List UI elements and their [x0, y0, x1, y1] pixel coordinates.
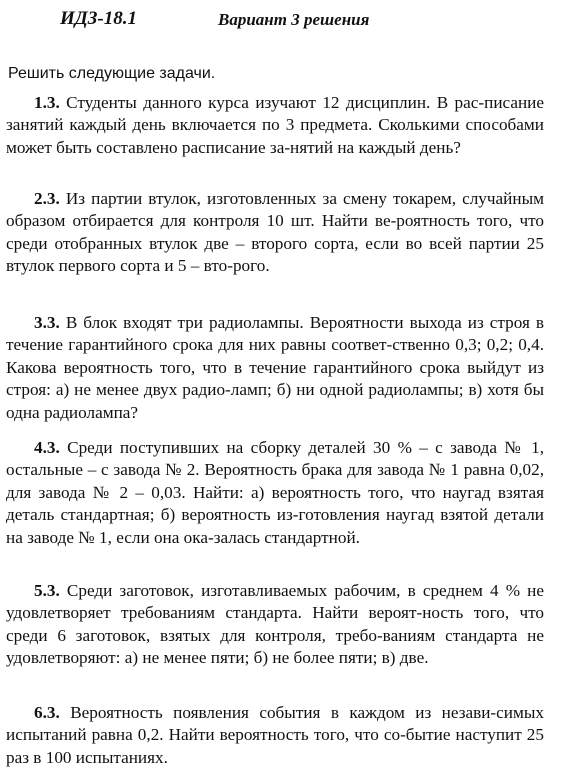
task-number: 5.3. [34, 581, 60, 600]
task-text: Среди заготовок, изготавливаемых рабочим, в среднем 4 % не удовлетворяет требованиям стандарта. Найти вероят-ность того, что среди 6 заготовок, взятых для контроля, требо-ваниям стандарта не удовлетворяют: а) не менее пяти; б) не более пяти; в) две. [6, 581, 544, 668]
task-text: Студенты данного курса изучают 12 дисциплин. В рас-писание занятий каждый день включается по 3 предмета. Сколькими способами может быть составлено расписание за-нятий на каждый день? [6, 93, 545, 157]
task-4 [6, 437, 544, 549]
task-1 [6, 92, 544, 159]
variant-title: Вариант 3 решения [218, 10, 370, 29]
task-6 [6, 702, 544, 769]
instructions: Решить следующие задачи. [8, 65, 216, 82]
task-number: 3.3. [34, 313, 60, 332]
task-text: Из партии втулок, изготовленных за смену токарем, случайным образом отбирается для контроля 10 шт. Найти ве-роятность того, что среди отобранных втулок две – второго сорта, если во всей партии 25 втулок первого сорта и 5 – вто-рого. [6, 189, 544, 276]
task-5 [6, 580, 544, 670]
task-2 [6, 188, 544, 278]
task-number: 2.3. [34, 189, 60, 208]
page-header [0, 8, 578, 38]
task-number: 1.3. [34, 93, 60, 112]
task-number: 4.3. [34, 438, 60, 457]
task-text: В блок входят три радиолампы. Вероятности выхода из строя в течение гарантийного срока для них равны соответ-ственно 0,3; 0,2; 0,4. Какова вероятность того, что в течение гарантийного срока выйдут из строя: а) не менее двух радио-ламп; б) ни одной радиолампы; в) хотя бы одна радиолампа? [6, 313, 544, 422]
assignment-code: ИДЗ-18.1 [60, 8, 138, 29]
task-number: 6.3. [34, 703, 60, 722]
task-text: Среди поступивших на сборку деталей 30 % – с завода № 1, остальные – с завода № 2. Вероятность брака для завода № 1 равна 0,02, для завода № 2 – 0,03. Найти: а) вероятность того, что наугад взятая деталь стандартная; б) вероятность из-готовления наугад взятой детали на заводе № 1, если она ока-залась стандартной. [6, 438, 544, 547]
task-3 [6, 312, 544, 424]
task-text: Вероятность появления события в каждом из незави-симых испытаний равна 0,2. Найти вероятность того, что со-бытие наступит 25 раз в 100 испытаниях. [6, 703, 544, 767]
